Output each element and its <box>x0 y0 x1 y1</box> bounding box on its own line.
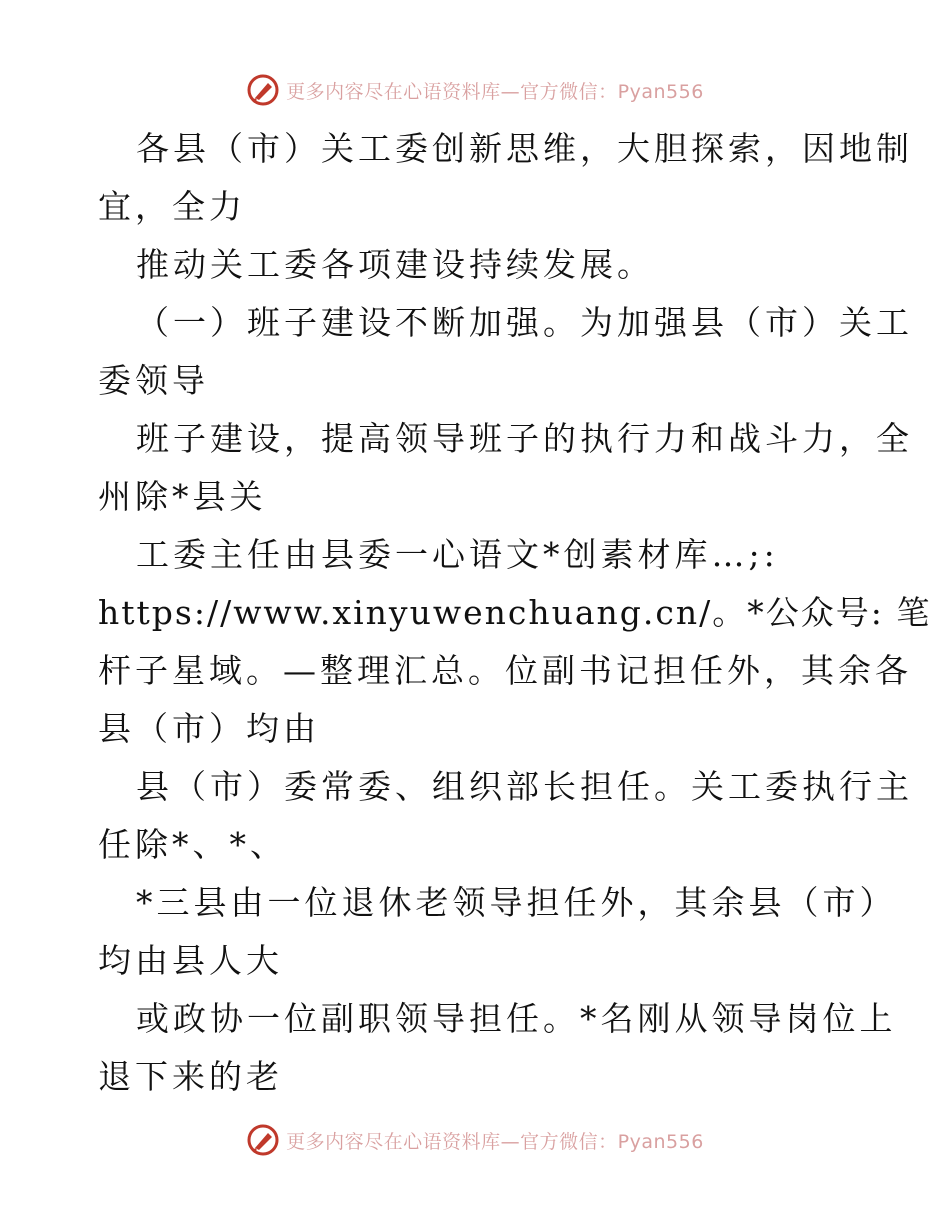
text-line: 均由县人大 <box>98 941 283 980</box>
watermark-text: 更多内容尽在心语资料库—官方微信：Pyan556 <box>286 1130 704 1153</box>
text-line: 各县（市）关工委创新思维，大胆探索，因地制 <box>136 129 913 168</box>
text-line: 工委主任由县委一心语文*创素材库…;: <box>136 535 779 574</box>
text-line: 或政协一位副职领导担任。*名刚从领导岗位上 <box>136 999 897 1038</box>
text-line: 宜，全力 <box>98 187 246 226</box>
text-line: 县（市）均由 <box>98 709 320 748</box>
text-line: 州除*县关 <box>98 477 267 516</box>
footer-watermark <box>0 1120 950 1160</box>
url-line: https://www.xinyuwenchuang.cn/。*公众号: 笔 <box>98 593 932 632</box>
text-line: 退下来的老 <box>98 1057 283 1096</box>
text-line: 杆子星域。—整理汇总。位副书记担任外，其余各 <box>98 651 912 690</box>
pen-logo-icon <box>246 73 280 107</box>
document-body <box>98 120 932 1106</box>
text-line: *三县由一位退休老领导担任外，其余县（市） <box>136 883 897 922</box>
text-line: 县（市）委常委、组织部长担任。关工委执行主 <box>136 767 913 806</box>
text-line: 班子建设，提高领导班子的执行力和战斗力，全 <box>136 419 913 458</box>
watermark-text: 更多内容尽在心语资料库—官方微信：Pyan556 <box>286 80 704 103</box>
text-line: 任除*、*、 <box>98 825 287 864</box>
text-line: （一）班子建设不断加强。为加强县（市）关工 <box>136 303 913 342</box>
pen-logo-icon <box>246 1123 280 1157</box>
text-line: 推动关工委各项建设持续发展。 <box>136 245 654 284</box>
header-watermark <box>0 70 950 110</box>
text-line: 委领导 <box>98 361 209 400</box>
